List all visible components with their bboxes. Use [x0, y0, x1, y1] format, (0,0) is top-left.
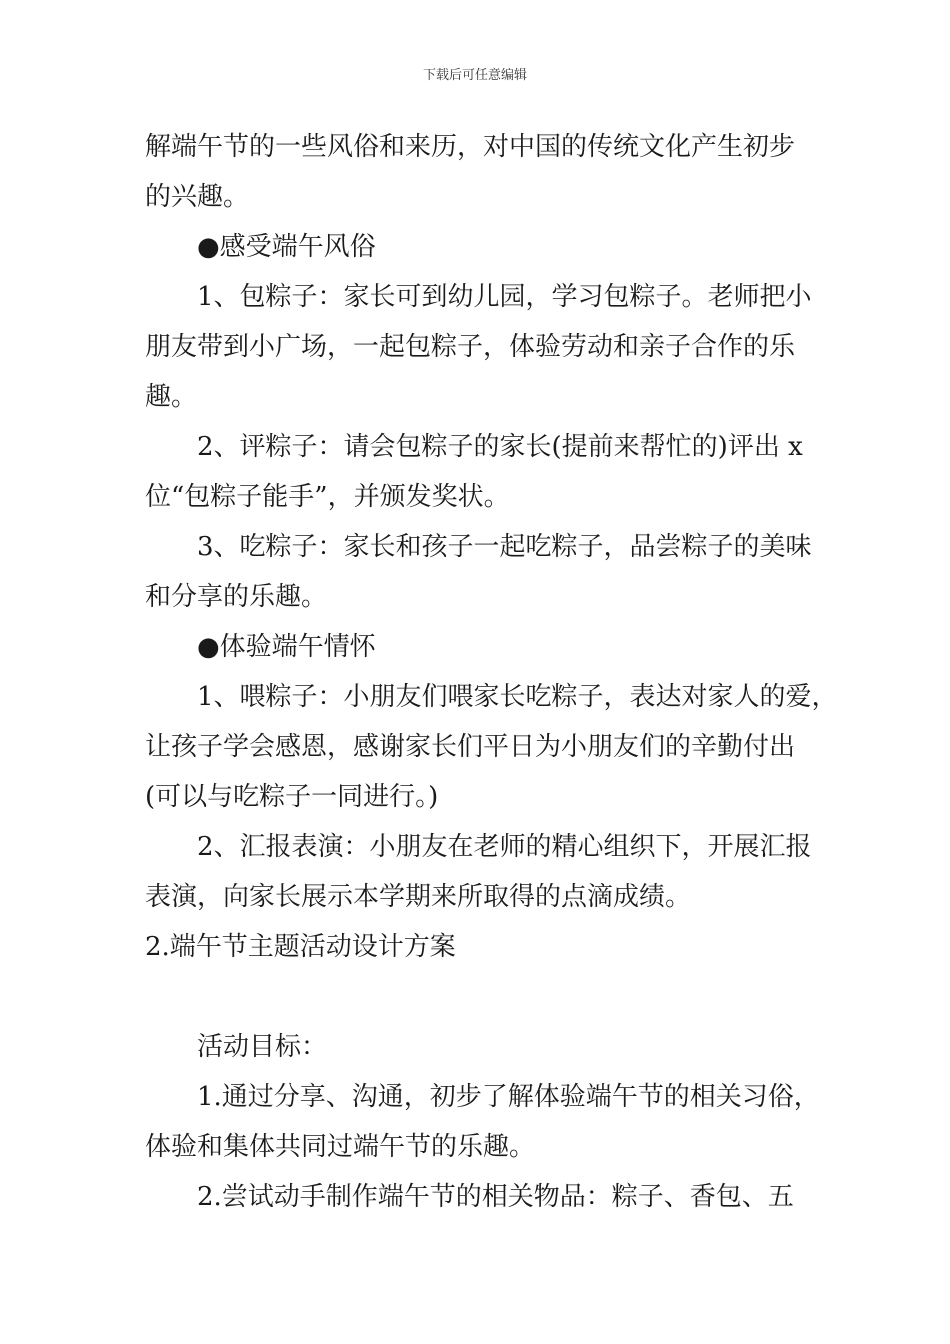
list-item-line: 2、评粽子：请会包粽子的家长(提前来帮忙的)评出 x [197, 432, 803, 462]
subsection-heading-goals: 活动目标： [197, 1032, 328, 1062]
list-item-line: (可以与吃粽子一同进行。) [145, 782, 439, 812]
list-item-line: 让孩子学会感恩，感谢家长们平日为小朋友们的辛勤付出 [145, 732, 796, 762]
section-title: 2.端午节主题活动设计方案 [145, 932, 456, 962]
list-item-line: 2、汇报表演：小朋友在老师的精心组织下，开展汇报 [197, 832, 812, 862]
list-item-line: 1、包粽子：家长可到幼儿园，学习包粽子。老师把小 [197, 282, 812, 312]
page-header-note: 下载后可任意编辑 [422, 68, 527, 83]
blank-line [145, 972, 815, 1022]
list-item-line: 1、喂粽子：小朋友们喂家长吃粽子，表达对家人的爱， [197, 682, 838, 712]
section-heading-customs: ●感受端午风俗 [197, 232, 376, 262]
list-item-line: 和分享的乐趣。 [145, 582, 328, 612]
list-item-line: 位“包粽子能手”，并颁发奖状。 [145, 482, 510, 512]
document-body [145, 122, 838, 1222]
list-item-line: 趣。 [145, 382, 198, 412]
list-item-line: 3、吃粽子：家长和孩子一起吃粽子，品尝粽子的美味 [197, 532, 812, 562]
list-item-line: 体验和集体共同过端午节的乐趣。 [145, 1132, 536, 1162]
list-item-line: 1.通过分享、沟通，初步了解体验端午节的相关习俗， [197, 1082, 820, 1112]
list-item-line: 表演，向家长展示本学期来所取得的点滴成绩。 [145, 882, 692, 912]
paragraph-line: 的兴趣。 [145, 182, 250, 212]
paragraph-line: 解端午节的一些风俗和来历，对中国的传统文化产生初步 [145, 132, 796, 162]
list-item-line: 朋友带到小广场，一起包粽子，体验劳动和亲子合作的乐 [145, 332, 796, 362]
section-heading-sentiment: ●体验端午情怀 [197, 632, 376, 662]
list-item-line: 2.尝试动手制作端午节的相关物品：粽子、香包、五 [197, 1182, 794, 1212]
